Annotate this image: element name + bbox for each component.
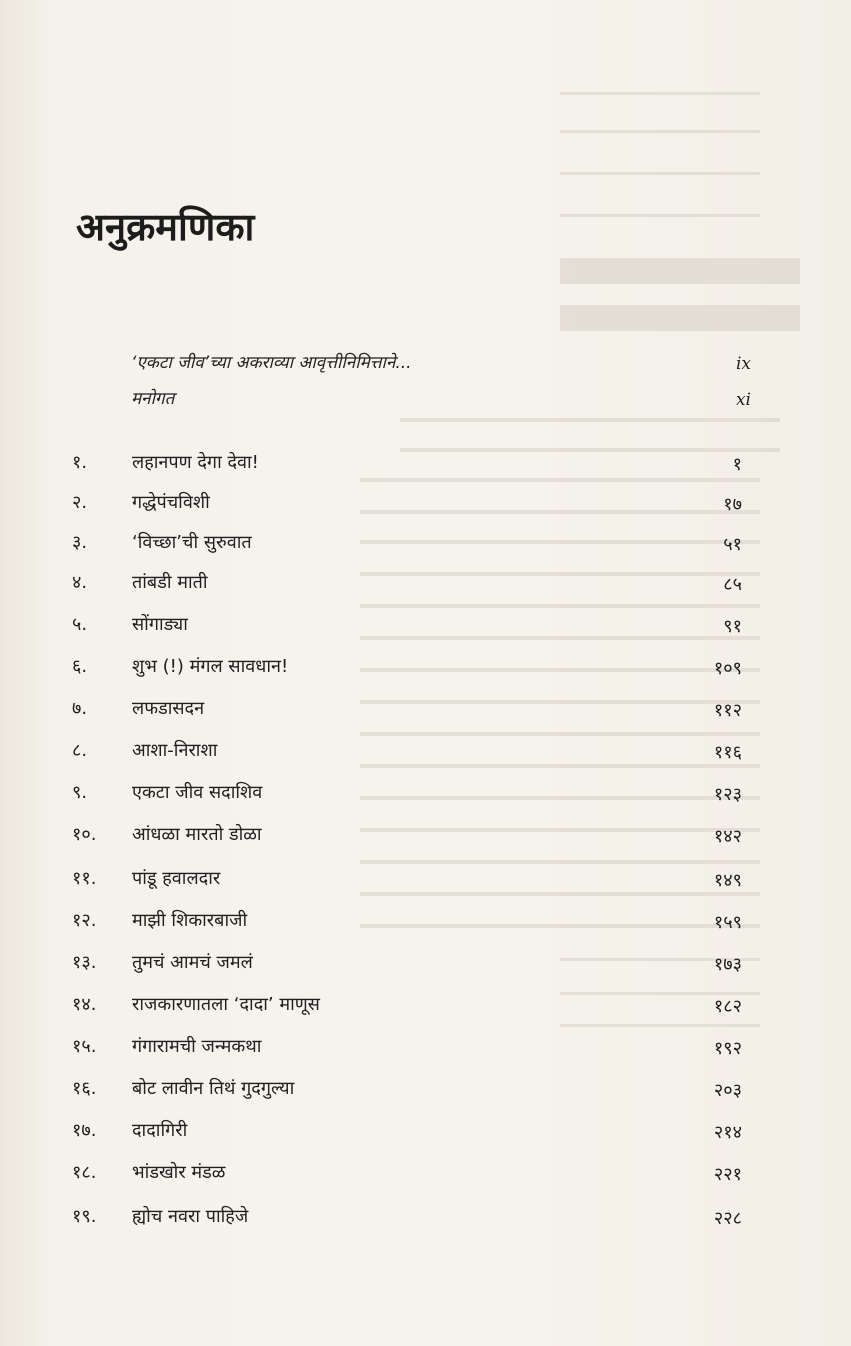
preface-page: xi xyxy=(735,390,751,410)
chapter-title: ह्योच नवरा पाहिजे xyxy=(132,1206,249,1227)
chapter-page: २१४ xyxy=(713,1122,742,1143)
chapter-entry xyxy=(72,822,742,852)
chapter-entry xyxy=(72,1204,742,1234)
preface-title: ‘एकटा जीव’च्या अकराव्या आवृत्तीनिमित्ताने... xyxy=(131,353,412,373)
chapter-page: १८२ xyxy=(713,996,742,1017)
chapter-number: ३. xyxy=(72,532,88,553)
chapter-number: १७. xyxy=(72,1120,97,1141)
chapter-number: १६. xyxy=(72,1078,97,1099)
chapter-number: ९. xyxy=(72,782,88,803)
chapter-title: शुभ (!) मंगल सावधान! xyxy=(132,656,289,677)
chapter-title: गद्धेपंचविशी xyxy=(132,492,210,513)
chapter-page: १२३ xyxy=(713,784,742,805)
chapter-number: १९. xyxy=(72,1206,97,1227)
chapter-entry xyxy=(72,780,742,810)
chapter-entry xyxy=(72,1118,742,1148)
chapter-title: तांबडी माती xyxy=(132,572,208,593)
chapter-title: गंगारामची जन्मकथा xyxy=(132,1036,262,1057)
chapter-number: ४. xyxy=(72,572,88,593)
chapter-page: ५१ xyxy=(723,534,742,555)
chapter-page: ११६ xyxy=(713,742,742,763)
chapter-title: पांडू हवालदार xyxy=(132,868,221,889)
chapter-entry xyxy=(72,866,742,896)
page-title: अनुक्रमणिका xyxy=(76,205,255,249)
chapter-number: १४. xyxy=(72,994,97,1015)
chapter-title: लहानपण देगा देवा! xyxy=(132,452,259,473)
chapter-entry xyxy=(72,450,742,480)
chapter-title: दादागिरी xyxy=(132,1120,188,1141)
chapter-page: १४२ xyxy=(713,826,742,847)
chapter-title: आंधळा मारतो डोळा xyxy=(132,824,262,845)
chapter-number: ५. xyxy=(72,614,88,635)
chapter-title: राजकारणातला ‘दादा’ माणूस xyxy=(132,994,320,1015)
chapter-title: बोट लावीन तिथं गुदगुल्या xyxy=(132,1078,295,1099)
chapter-page: १५९ xyxy=(713,912,742,933)
chapter-number: ८. xyxy=(72,740,88,761)
chapter-number: २. xyxy=(72,492,88,513)
chapter-page: १ xyxy=(732,454,742,475)
chapter-page: १७ xyxy=(723,494,742,515)
chapter-number: १. xyxy=(72,452,88,473)
chapter-entry xyxy=(72,570,742,600)
chapter-number: १२. xyxy=(72,910,97,931)
chapter-entry xyxy=(72,696,742,726)
chapter-number: १३. xyxy=(72,952,97,973)
chapter-entry xyxy=(72,612,742,642)
chapter-entry xyxy=(72,1160,742,1190)
chapter-entry xyxy=(72,908,742,938)
chapter-entry xyxy=(72,992,742,1022)
chapter-title: लफडासदन xyxy=(132,698,205,719)
chapter-page: ११२ xyxy=(713,700,742,721)
chapter-page: १७३ xyxy=(713,954,742,975)
chapter-number: ६. xyxy=(72,656,88,677)
chapter-page: १९२ xyxy=(713,1038,742,1059)
chapter-entry xyxy=(72,490,742,520)
chapter-title: सोंगाड्या xyxy=(132,614,188,635)
chapter-number: १८. xyxy=(72,1162,97,1183)
chapter-number: १०. xyxy=(72,824,97,845)
chapter-entry xyxy=(72,530,742,560)
chapter-entry xyxy=(72,950,742,980)
chapter-number: ११. xyxy=(72,868,97,889)
chapter-page: २०३ xyxy=(713,1080,742,1101)
chapter-title: तुमचं आमचं जमलं xyxy=(132,952,253,973)
chapter-number: ७. xyxy=(72,698,88,719)
chapter-title: माझी शिकारबाजी xyxy=(132,910,248,931)
chapter-title: ‘विच्छा’ची सुरुवात xyxy=(132,532,252,553)
chapter-entry xyxy=(72,1034,742,1064)
chapter-number: १५. xyxy=(72,1036,97,1057)
preface-title: मनोगत xyxy=(131,389,175,409)
chapter-page: १०९ xyxy=(713,658,742,679)
chapter-page: १४९ xyxy=(713,870,742,891)
preface-page: ix xyxy=(735,354,751,374)
chapter-page: २२१ xyxy=(713,1164,742,1185)
chapter-title: एकटा जीव सदाशिव xyxy=(132,782,263,803)
chapter-page: ९१ xyxy=(723,616,742,637)
chapter-entry xyxy=(72,654,742,684)
chapter-title: आशा-निराशा xyxy=(132,740,218,761)
chapter-title: भांडखोर मंडळ xyxy=(132,1162,226,1183)
chapter-entry xyxy=(72,1076,742,1106)
chapter-page: २२८ xyxy=(713,1208,742,1229)
chapter-entry xyxy=(72,738,742,768)
chapter-page: ८५ xyxy=(723,574,742,595)
